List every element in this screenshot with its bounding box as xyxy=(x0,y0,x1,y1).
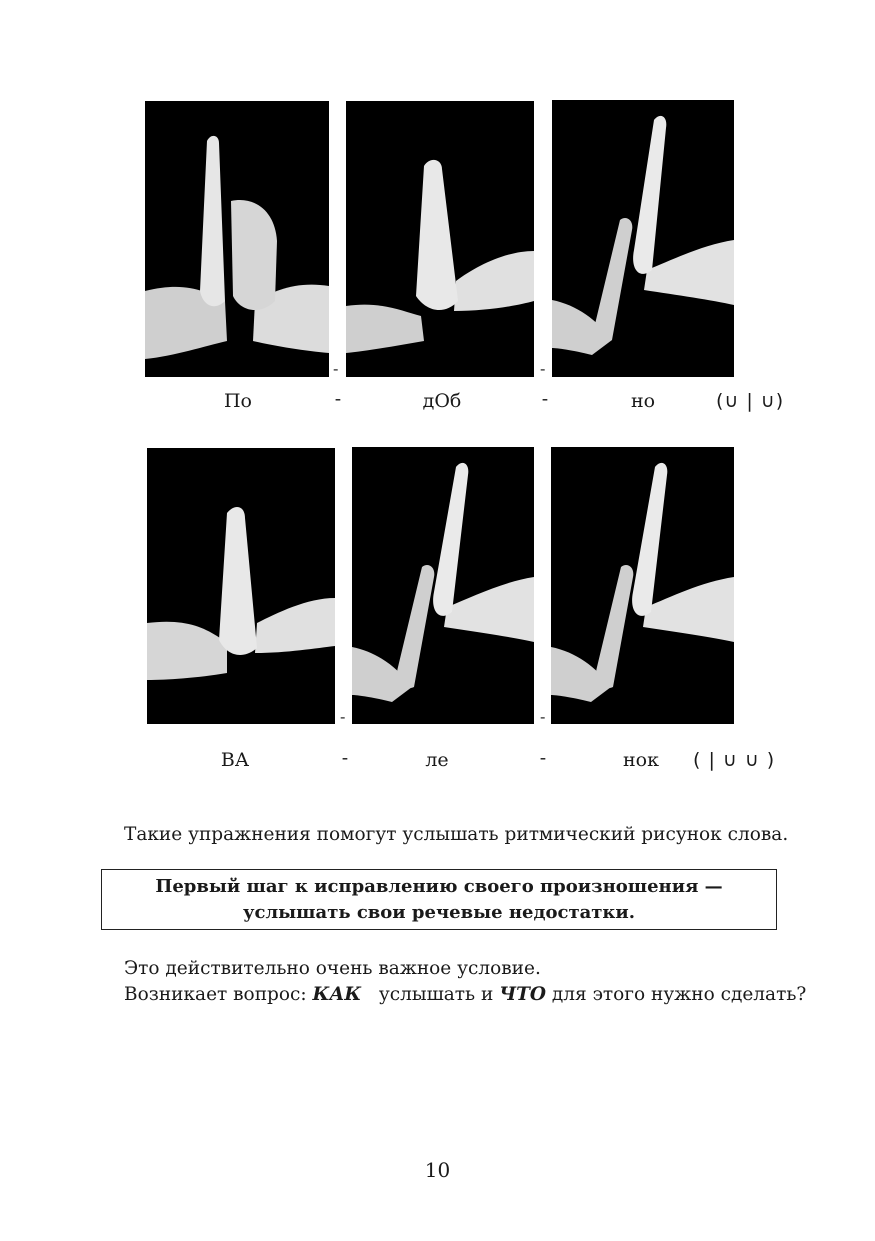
photo-palms-apart-1 xyxy=(352,447,534,724)
syllable-va: ВА xyxy=(220,749,250,771)
syllable-dob: дОб xyxy=(422,390,462,412)
condition-paragraph: Это действительно очень важное условие. xyxy=(124,958,541,979)
photo-hands-clasped xyxy=(145,101,329,377)
key-rule-box xyxy=(101,869,777,930)
question-what: ЧТО xyxy=(499,984,546,1005)
rhythm-pattern-1: (∪ | ∪) xyxy=(716,390,785,412)
photo-palms-together xyxy=(346,101,534,377)
question-prefix: Возникает вопрос: xyxy=(124,984,313,1005)
photo-separator-3: - xyxy=(340,707,346,726)
question-mid: услышать и xyxy=(361,984,500,1005)
photo-palms-sliding xyxy=(552,100,734,377)
syllable-po: По xyxy=(223,390,253,412)
rhythm-pattern-2: ( | ∪ ∪ ) xyxy=(693,749,776,771)
question-how: КАК xyxy=(312,984,362,1005)
syllable-separator: - xyxy=(341,747,349,769)
photo-palms-apart-2 xyxy=(551,447,734,724)
question-suffix: для этого нужно сделать? xyxy=(546,984,807,1005)
question-paragraph xyxy=(124,982,806,1008)
syllable-separator: - xyxy=(539,747,547,769)
syllable-no: но xyxy=(630,390,656,412)
photo-separator-4: - xyxy=(540,707,546,726)
syllable-separator: - xyxy=(541,388,549,410)
syllable-separator: - xyxy=(334,388,342,410)
page-number: 10 xyxy=(424,1158,451,1182)
exercise-note: Такие упражнения помогут услышать ритмический рисунок слова. xyxy=(124,824,789,845)
photo-hands-pressed xyxy=(147,448,335,724)
photo-separator-2: - xyxy=(540,359,546,378)
photo-separator-1: - xyxy=(333,359,339,378)
syllable-nok: нок xyxy=(623,749,659,771)
syllable-le: ле xyxy=(425,749,449,771)
key-rule-line-1: Первый шаг к исправлению своего произношения — xyxy=(155,876,723,897)
key-rule-line-2: услышать свои речевые недостатки. xyxy=(242,902,636,923)
